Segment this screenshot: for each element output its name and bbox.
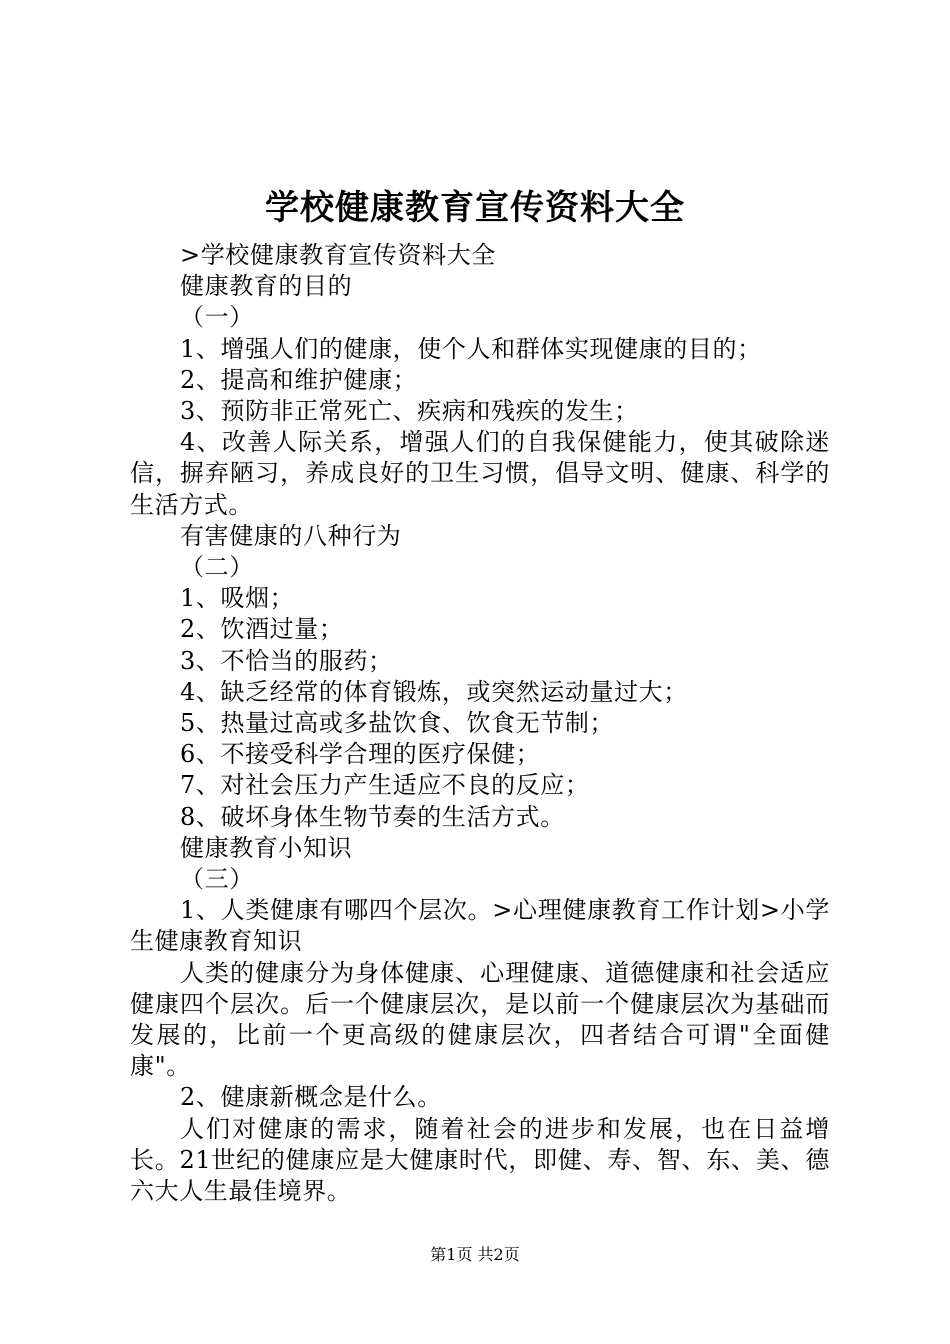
page-footer: 第1页 共2页 — [430, 1245, 520, 1264]
list-item: 2、饮酒过量； — [180, 615, 344, 644]
list-item: 3、预防非正常死亡、疾病和残疾的发生； — [180, 397, 639, 426]
section-heading: 健康教育小知识 — [180, 833, 353, 862]
paragraph: 人类的健康分为身体健康、心理健康、道德健康和社会适应健康四个层次。后一个健康层次，是以前一个健康层次为基础而发展的，比前一个更高级的健康层次，四者结合可谓"全面健康"。 — [130, 958, 830, 1081]
section-heading: 健康教育的目的 — [180, 272, 353, 301]
list-item: 2、提高和维护健康； — [180, 365, 418, 394]
section-heading: 有害健康的八种行为 — [180, 521, 402, 550]
list-item: 1、吸烟； — [180, 584, 295, 613]
list-item: 5、热量过高或多盐饮食、饮食无节制； — [180, 709, 615, 738]
list-item: 6、不接受科学合理的医疗保健； — [180, 740, 541, 769]
list-item: 7、对社会压力产生适应不良的反应； — [180, 771, 590, 800]
list-item: 2、健康新概念是什么。 — [180, 1083, 442, 1112]
list-item: 8、破坏身体生物节奏的生活方式。 — [180, 802, 565, 831]
document-title: 学校健康教育宣传资料大全 — [265, 188, 685, 228]
list-item: 1、增强人们的健康，使个人和群体实现健康的目的； — [180, 334, 762, 363]
section-number: （一） — [180, 303, 254, 332]
list-item: 4、缺乏经常的体育锻炼，或突然运动量过大； — [180, 677, 688, 706]
list-item: 4、改善人际关系，增强人们的自我保健能力，使其破除迷信，摒弃陋习，养成良好的卫生习惯，倡导文明、健康、科学的生活方式。 — [130, 428, 830, 519]
list-item: 1、人类健康有哪四个层次。>心理健康教育工作计划>小学生健康教育知识 — [130, 896, 830, 956]
list-item: 3、不恰当的服药； — [180, 646, 393, 675]
section-number: （二） — [180, 553, 254, 582]
section-number: （三） — [180, 865, 254, 894]
paragraph: >学校健康教育宣传资料大全 — [180, 241, 496, 269]
paragraph: 人们对健康的需求，随着社会的进步和发展，也在日益增长。21世纪的健康应是大健康时代，即健、寿、智、东、美、德六大人生最佳境界。 — [130, 1114, 830, 1206]
document-body — [130, 240, 830, 1207]
